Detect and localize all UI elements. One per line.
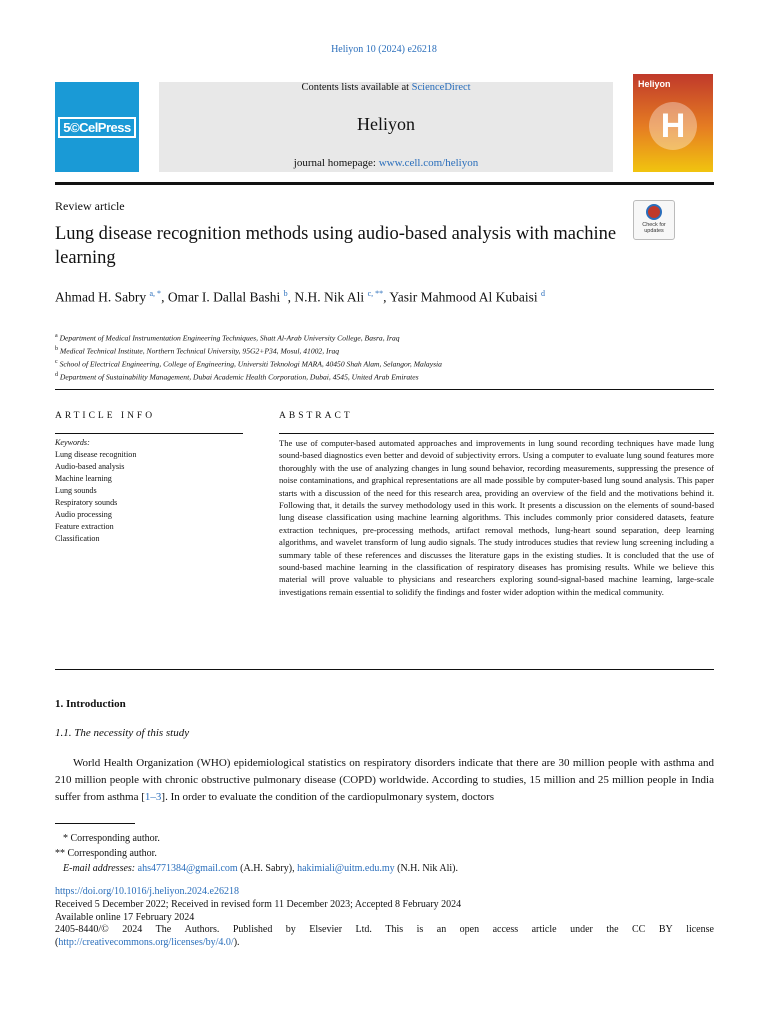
subsection-heading: 1.1. The necessity of this study bbox=[55, 727, 190, 739]
cover-title: Heliyon bbox=[638, 79, 671, 89]
keyword-item: Respiratory sounds bbox=[55, 498, 118, 507]
author-name: Omar I. Dallal Bashi bbox=[167, 289, 281, 305]
license-word: by bbox=[285, 924, 296, 936]
license-word: Authors. bbox=[184, 924, 220, 936]
affiliation-sup: b bbox=[55, 346, 58, 353]
corresponding-author-note: ** Corresponding author. bbox=[55, 848, 157, 859]
abstract-end-divider bbox=[55, 669, 714, 670]
affiliation-item bbox=[55, 331, 715, 344]
keyword-item: Feature extraction bbox=[55, 522, 114, 531]
contents-line bbox=[159, 82, 613, 93]
body-paragraph bbox=[55, 755, 714, 806]
license-word: Published bbox=[232, 924, 273, 936]
license-word: is bbox=[416, 924, 424, 936]
email-addresses bbox=[55, 861, 715, 876]
cover-logo-icon: H bbox=[649, 102, 697, 150]
journal-homepage-line bbox=[159, 157, 613, 169]
corresponding-author-note: * Corresponding author. bbox=[63, 833, 160, 844]
author-name: Ahmad H. Sabry bbox=[55, 289, 147, 305]
license-word: Elsevier bbox=[309, 924, 343, 936]
article-title: Lung disease recognition methods using audio-based analysis with machine learning bbox=[55, 224, 617, 268]
body-text-end: ]. In order to evaluate the condition of the cardiopulmonary system, doctors bbox=[161, 791, 495, 803]
email-owner: (N.H. Nik Ali). bbox=[394, 863, 458, 874]
keyword-item: Audio-based analysis bbox=[55, 462, 125, 471]
license-word: The bbox=[155, 924, 172, 936]
available-online: Available online 17 February 2024 bbox=[55, 911, 195, 923]
journal-reference[interactable]: Heliyon 10 (2024) e26218 bbox=[331, 44, 437, 55]
keyword-item: Classification bbox=[55, 534, 100, 543]
license-word: 2024 bbox=[122, 924, 143, 936]
license-link-line bbox=[55, 937, 714, 950]
license-word: an bbox=[436, 924, 447, 936]
check-updates-label: Check for updates bbox=[642, 222, 666, 234]
license-word: the bbox=[606, 924, 619, 936]
license-word: open bbox=[459, 924, 480, 936]
author-name: N.H. Nik Ali bbox=[294, 289, 365, 305]
license-word: article bbox=[531, 924, 557, 936]
author-affiliation-link[interactable]: b bbox=[283, 289, 288, 298]
keywords-label: Keywords: bbox=[55, 438, 90, 447]
license-word: under bbox=[570, 924, 593, 936]
license-word: Ltd. bbox=[355, 924, 372, 936]
received-dates: Received 5 December 2022; Received in revised form 11 December 2023; Accepted 8 February 2024 bbox=[55, 898, 462, 910]
article-info-divider bbox=[55, 433, 243, 434]
body-text-start: World Health Organization (WHO) epidemiological statistics on respiratory disorders indicate that there are 30 million people with asthma and 210 million people with chronic obstructive pulmonary disease (COPD) worldwide. According to studies, 15 million and 25 million people in India suffer from asthma [ bbox=[55, 757, 714, 803]
affiliation-text: Medical Technical Institute, Northern Technical University, 95G2+P34, Mosul, 41002, Iraq bbox=[59, 346, 340, 356]
doi-link[interactable]: https://doi.org/10.1016/j.heliyon.2024.e26218 bbox=[55, 886, 239, 897]
affiliation-sup: d bbox=[55, 372, 58, 379]
footnote-divider bbox=[55, 823, 135, 824]
license-word: CC bbox=[632, 924, 646, 936]
affiliation-item bbox=[55, 344, 715, 357]
footnotes bbox=[55, 831, 715, 876]
affiliation-text: School of Electrical Engineering, College of Engineering, Universiti Teknologi MARA, 40450 Shah Alam, Selangor, Malaysia bbox=[59, 359, 442, 369]
abstract-text: The use of computer-based automated approaches and improvements in lung sound recording techniques have made lung sound-based diagnostics even better and devoid of subjectivity errors. Using a computer to evaluate lung sound features more thoroughly with the use of analyzing changes in lung sound behavior, recording measurements, suppressing the presence of noise contaminations, and graphical representations are all made possible by computer-based lung sound analysis. This paper starts with a discussion of the need for this research area, providing an overview of the field and the motivations behind it. Following that, it details the survey methodology used in this work. It presents a discussion on the elements of sound-based lung disease classification using machine learning algorithms. This includes commonly prior considered datasets, feature extraction techniques, pre-processing methods, artifact removal methods, lung-heart sound separation, deep learning algorithms, and wavelet transform of lung audio signals. The study introduces studies that review lung screening including a summary table of these references and discusses the literature gaps in the existing studies. It is concluded that the use of sound-based machine learning in the classification of respiratory diseases has promising results. While we believe this material will prove valuable to physicians and researchers exploring sound-signal-based machine learning, large-scale investigations remain essential to solidify the findings and foster wider adoption within the medical community. bbox=[279, 438, 714, 597]
journal-name: Heliyon bbox=[357, 114, 415, 134]
keyword-item: Lung sounds bbox=[55, 486, 97, 495]
license-line bbox=[55, 924, 714, 937]
keyword-item: Lung disease recognition bbox=[55, 450, 137, 459]
email-link[interactable]: hakimiali@uitm.edu.my bbox=[297, 863, 395, 874]
email-link[interactable]: ahs4771384@gmail.com bbox=[137, 863, 238, 874]
affiliation-sup: c bbox=[55, 359, 58, 366]
author-affiliation-link[interactable]: a, * bbox=[149, 289, 162, 298]
article-metadata bbox=[55, 886, 714, 950]
journal-cover-image[interactable] bbox=[633, 74, 713, 172]
abstract-heading: ABSTRACT bbox=[279, 411, 353, 421]
abstract-divider bbox=[279, 433, 714, 434]
article-info-heading: ARTICLE INFO bbox=[55, 411, 156, 421]
cellpress-logo-text: 5©CelPress bbox=[58, 117, 135, 138]
homepage-link[interactable]: www.cell.com/heliyon bbox=[378, 157, 479, 169]
keyword-item: Audio processing bbox=[55, 510, 112, 519]
sciencedirect-link[interactable]: ScienceDirect bbox=[411, 82, 471, 93]
check-for-updates-button[interactable] bbox=[633, 200, 675, 240]
affiliation-sup: a bbox=[55, 333, 58, 339]
license-word: access bbox=[492, 924, 519, 936]
citation-link[interactable]: 1–3 bbox=[144, 791, 162, 803]
license-word: This bbox=[385, 924, 404, 936]
contents-prefix: Contents lists available at bbox=[301, 82, 412, 93]
affiliation-item bbox=[55, 357, 715, 370]
paren-open: ( bbox=[55, 937, 59, 949]
keyword-item: Machine learning bbox=[55, 474, 112, 483]
license-word: 2405-8440/© bbox=[55, 924, 109, 936]
affiliation-text: Department of Sustainability Management, Dubai Academic Health Corporation, Dubai, 4545, United Arab Emirates bbox=[59, 372, 419, 382]
license-link[interactable]: http://creativecommons.org/licenses/by/4.0/ bbox=[58, 937, 234, 949]
license-word: license bbox=[686, 924, 714, 936]
affiliations bbox=[55, 331, 715, 384]
license-word: BY bbox=[658, 924, 673, 936]
author-list: Ahmad H. Sabry $^{a, *}$, Omar I. Dallal Bashi $^b$, N.H. Nik Ali $^{c, **}$, Yasir Mahmood Al Kubaisi $^d$ bbox=[55, 289, 546, 305]
email-label: E-mail addresses: bbox=[63, 863, 138, 874]
article-type: Review article bbox=[55, 199, 125, 213]
homepage-prefix: journal homepage: bbox=[293, 157, 379, 169]
keywords-list bbox=[55, 437, 245, 545]
author-affiliation-link[interactable]: d bbox=[541, 289, 546, 298]
author-affiliation-link[interactable]: c, ** bbox=[367, 289, 384, 298]
author-name: Yasir Mahmood Al Kubaisi bbox=[389, 289, 538, 305]
email-owner: (A.H. Sabry), bbox=[237, 863, 298, 874]
paren-close: ). bbox=[233, 937, 240, 949]
cellpress-logo[interactable] bbox=[55, 82, 139, 172]
section-divider bbox=[55, 389, 714, 390]
section-heading-introduction: 1. Introduction bbox=[55, 698, 126, 710]
affiliation-item bbox=[55, 370, 715, 383]
affiliation-text: Department of Medical Instrumentation Engineering Techniques, Shatt Al-Arab University College, Basra, Iraq bbox=[59, 333, 400, 343]
header-divider bbox=[55, 182, 714, 185]
check-updates-icon bbox=[646, 204, 662, 220]
